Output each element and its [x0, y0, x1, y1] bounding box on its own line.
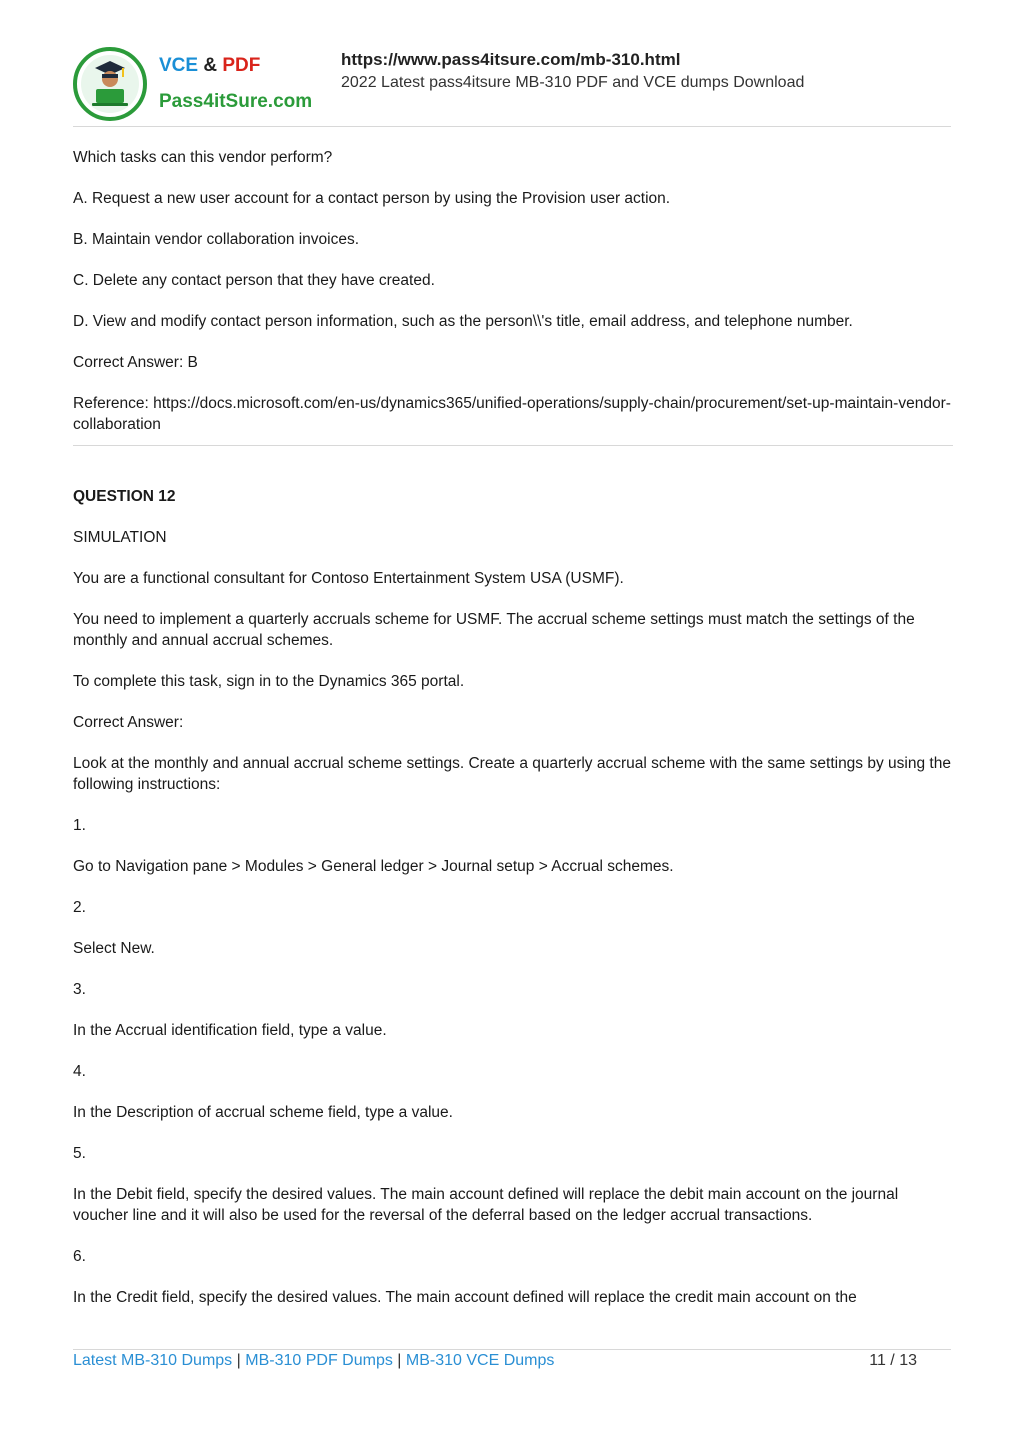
- option-b: B. Maintain vendor collaboration invoices.: [73, 231, 360, 248]
- question-paragraph: You are a functional consultant for Contoso Entertainment System USA (USMF).: [73, 570, 624, 587]
- step-text: Go to Navigation pane > Modules > General ledger > Journal setup > Accrual schemes.: [73, 858, 674, 875]
- vce-dumps-link[interactable]: MB-310 VCE Dumps: [405, 1352, 555, 1369]
- pass4itsure-logo: [73, 46, 318, 122]
- step-number: 5.: [73, 1145, 86, 1162]
- question-type: SIMULATION: [73, 529, 167, 546]
- step-number: 2.: [73, 899, 86, 916]
- question-title: QUESTION 12: [73, 488, 176, 505]
- answer-label: Correct Answer:: [73, 714, 184, 731]
- step-text: In the Description of accrual scheme field, type a value.: [73, 1104, 453, 1121]
- page-footer: [73, 1350, 951, 1380]
- step-number: 3.: [73, 981, 86, 998]
- logo-brand: Pass4itSure.com: [159, 91, 313, 112]
- question-prompt: Which tasks can this vendor perform?: [73, 149, 333, 166]
- link-divider: |: [236, 1352, 241, 1369]
- latest-dumps-link[interactable]: Latest MB-310 Dumps: [73, 1352, 233, 1369]
- question-paragraph: You need to implement a quarterly accruals scheme for USMF. The accrual scheme settings must match the settings of the monthly and annual accrual schemes.: [73, 611, 915, 649]
- reference-link: Reference: https://docs.microsoft.com/en-us/dynamics365/unified-operations/supply-chain/procurement/set-up-maintain-vendor-collaboration: [73, 395, 951, 433]
- correct-answer: Correct Answer: B: [73, 354, 198, 371]
- footer-links: [73, 1352, 554, 1370]
- link-divider: |: [397, 1352, 402, 1369]
- step-text: In the Credit field, specify the desired values. The main account defined will replace the credit main account on the: [73, 1289, 857, 1306]
- pdf-dumps-link[interactable]: MB-310 PDF Dumps: [245, 1352, 393, 1369]
- answer-intro: Look at the monthly and annual accrual scheme settings. Create a quarterly accrual scheme with the same settings by using the following instructions:: [73, 755, 951, 793]
- question-divider: [73, 445, 953, 446]
- option-a: A. Request a new user account for a contact person by using the Provision user action.: [73, 190, 671, 207]
- page-content: [73, 147, 953, 1328]
- step-number: 4.: [73, 1063, 86, 1080]
- page-number: 11 / 13: [869, 1352, 917, 1369]
- header-divider: [73, 126, 951, 127]
- question-paragraph: To complete this task, sign in to the Dynamics 365 portal.: [73, 673, 465, 690]
- step-text: In the Accrual identification field, type a value.: [73, 1022, 387, 1039]
- option-c: C. Delete any contact person that they have created.: [73, 272, 435, 289]
- logo-title: VCE & PDF: [159, 55, 261, 76]
- option-d: D. View and modify contact person information, such as the person\\'s title, email address, and telephone number.: [73, 313, 853, 330]
- step-number: 1.: [73, 817, 86, 834]
- step-number: 6.: [73, 1248, 86, 1265]
- step-text: In the Debit field, specify the desired values. The main account defined will replace the debit main account on the journal voucher line and it will also be used for the reversal of the deferral based on the ledger accrual transactions.: [73, 1186, 899, 1224]
- header-subtitle: 2022 Latest pass4itsure MB-310 PDF and VCE dumps Download: [341, 74, 805, 91]
- header-url[interactable]: https://www.pass4itsure.com/mb-310.html: [341, 50, 681, 69]
- page-header: [73, 44, 951, 126]
- step-text: Select New.: [73, 940, 155, 957]
- graduate-laptop-icon: [73, 46, 149, 122]
